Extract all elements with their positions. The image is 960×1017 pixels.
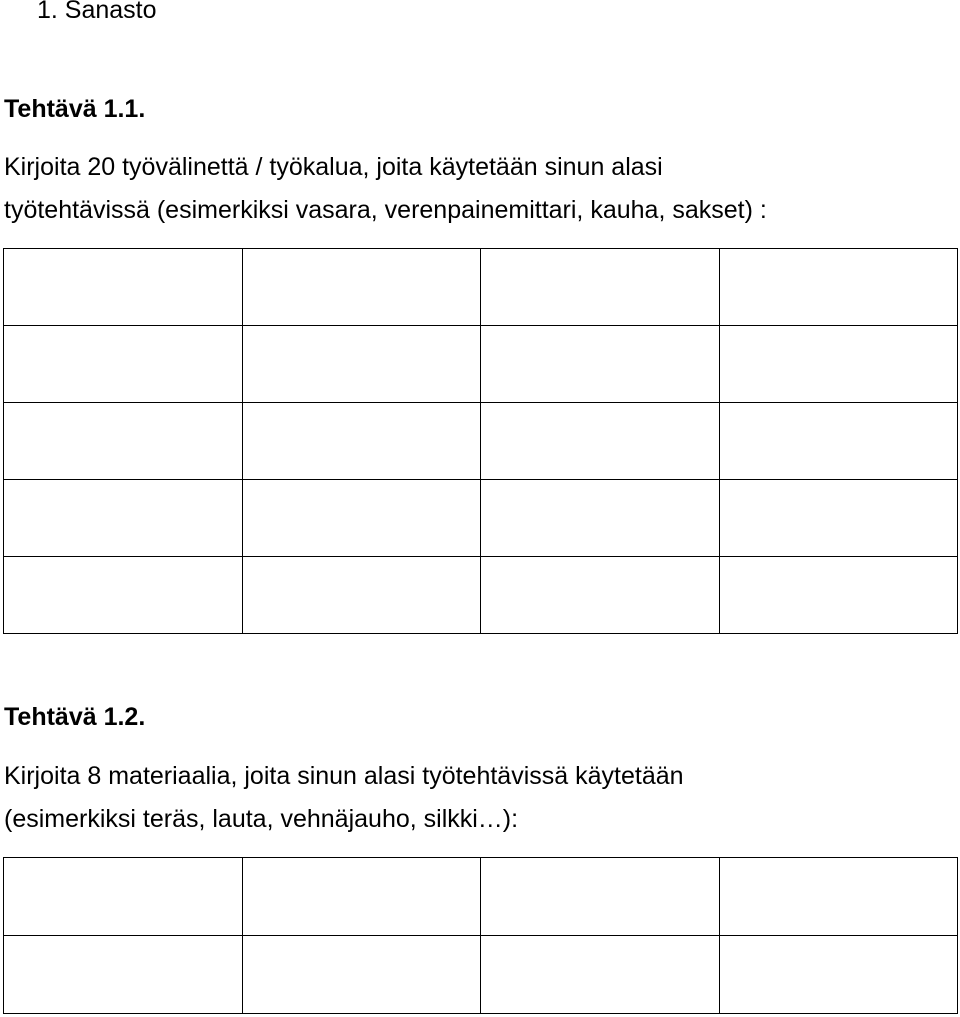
task-1-1-answer-cell[interactable] — [719, 249, 958, 326]
task-1-2-instruction-line-2: (esimerkiksi teräs, lauta, vehnäjauho, silkki…): — [4, 805, 519, 833]
task-1-1-answer-cell[interactable] — [242, 249, 481, 326]
task-1-1-answer-cell[interactable] — [242, 480, 481, 557]
task-1-1-answer-cell[interactable] — [4, 326, 243, 403]
task-1-2-answer-grid — [3, 857, 958, 1014]
task-1-1-answer-cell[interactable] — [242, 557, 481, 634]
task-1-1-answer-cell[interactable] — [481, 249, 720, 326]
task-1-1-answer-cell[interactable] — [481, 557, 720, 634]
section-title: 1. Sanasto — [37, 0, 157, 24]
task-1-1-answer-grid — [3, 248, 958, 634]
task-1-1-answer-cell[interactable] — [242, 403, 481, 480]
task-1-1-row — [4, 249, 958, 326]
task-1-1-answer-cell[interactable] — [481, 326, 720, 403]
task-1-1-row — [4, 326, 958, 403]
task-1-1-answer-cell[interactable] — [719, 480, 958, 557]
task-1-2-row — [4, 858, 958, 936]
task-1-1-answer-cell[interactable] — [242, 326, 481, 403]
task-1-2-answer-cell[interactable] — [242, 936, 481, 1014]
task-1-1-row — [4, 480, 958, 557]
task-1-2-answer-cell[interactable] — [481, 936, 720, 1014]
task-1-1-row — [4, 403, 958, 480]
task-1-1-answer-cell[interactable] — [4, 249, 243, 326]
task-1-1-answer-cell[interactable] — [4, 480, 243, 557]
task-1-2-answer-cell[interactable] — [719, 858, 958, 936]
task-1-2-instruction-line-1: Kirjoita 8 materiaalia, joita sinun alasi työtehtävissä käytetään — [4, 762, 684, 790]
task-1-1-instruction-line-2: työtehtävissä (esimerkiksi vasara, verenpainemittari, kauha, sakset) : — [4, 196, 767, 224]
task-1-2-answer-cell[interactable] — [4, 858, 243, 936]
task-1-2-heading: Tehtävä 1.2. — [4, 703, 146, 731]
task-1-1-answer-cell[interactable] — [719, 557, 958, 634]
task-1-2-answer-cell[interactable] — [481, 858, 720, 936]
task-1-1-heading: Tehtävä 1.1. — [4, 95, 146, 123]
task-1-1-row — [4, 557, 958, 634]
task-1-2-answer-cell[interactable] — [4, 936, 243, 1014]
task-1-1-answer-cell[interactable] — [4, 403, 243, 480]
task-1-2-answer-cell[interactable] — [242, 858, 481, 936]
task-1-2-answer-cell[interactable] — [719, 936, 958, 1014]
task-1-2-row — [4, 936, 958, 1014]
task-1-1-answer-cell[interactable] — [719, 326, 958, 403]
task-1-1-answer-cell[interactable] — [481, 403, 720, 480]
task-1-1-answer-cell[interactable] — [481, 480, 720, 557]
task-1-1-answer-cell[interactable] — [4, 557, 243, 634]
task-1-1-instruction-line-1: Kirjoita 20 työvälinettä / työkalua, joita käytetään sinun alasi — [4, 153, 663, 181]
task-1-1-answer-cell[interactable] — [719, 403, 958, 480]
